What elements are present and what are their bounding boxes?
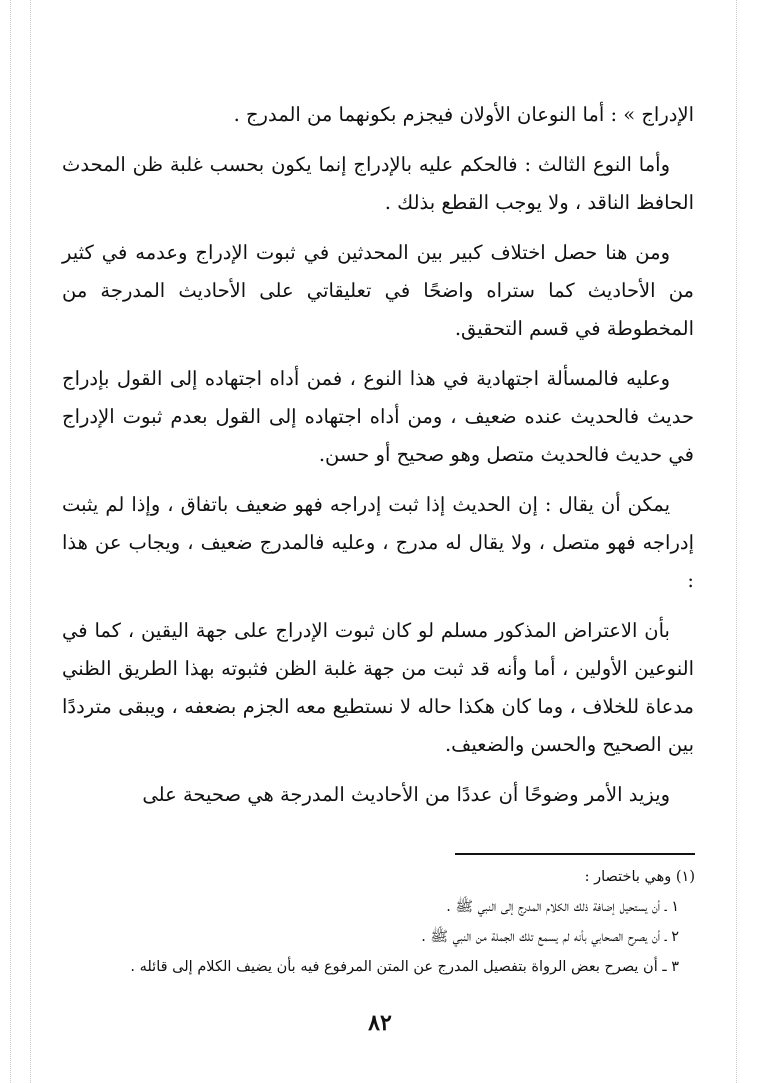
footnote-item: ١ ـ أن يستحيل إضافة ذلك الكلام المدرج إلى النبي ﷺ . xyxy=(446,899,679,915)
scan-margin-line xyxy=(30,0,31,1083)
paragraph: ومن هنا حصل اختلاف كبير بين المحدثين في ثبوت الإدراج وعدمه في كثير من الأحاديث كما ستراه واضحًا في تعليقاتي على الأحاديث المدرجة من المخطوطة في قسم التحقيق. xyxy=(62,241,694,340)
footnote-item: ٢ ـ أن يصرح الصحابي بأنه لم يسمع تلك الجملة من النبي ﷺ . xyxy=(421,929,679,945)
paragraph: بأن الاعتراض المذكور مسلم لو كان ثبوت الإدراج على جهة اليقين ، كما في النوعين الأولين ، أما وأنه قد ثبت من جهة غلبة الظن فثبوته بهذا الطريق الظني مدعاة للخلاف ، وما كان هكذا حاله لا نستطيع معه الجزم بضعفه ، ويبقى مترددًا بين الصحيح والحسن والضعيف. xyxy=(62,619,694,756)
paragraph: ويزيد الأمر وضوحًا أن عددًا من الأحاديث المدرجة هي صحيحة على xyxy=(142,783,670,806)
paragraph: الإدراج » : أما النوعان الأولان فيجزم بكونهما من المدرج . xyxy=(233,103,694,126)
scan-margin-line xyxy=(736,0,737,1083)
paragraph: يمكن أن يقال : إن الحديث إذا ثبت إدراجه فهو ضعيف باتفاق ، وإذا لم يثبت إدراجه فهو متصل ، ولا يقال له مدرج ، وعليه فالمدرج ضعيف ، ويجاب عن هذا : xyxy=(62,493,694,592)
footnote-separator xyxy=(455,853,695,855)
page-number: ٨٢ xyxy=(368,1010,392,1036)
footnote-item: ٣ ـ أن يصرح بعض الرواة بتفصيل المدرج عن المتن المرفوع فيه بأن يضيف الكلام إلى قائله . xyxy=(130,959,679,975)
paragraph: وعليه فالمسألة اجتهادية في هذا النوع ، فمن أداه اجتهاده إلى القول بإدراج حديث فالحديث عنده ضعيف ، ومن أداه اجتهاده إلى القول بعدم ثبوت الإدراج في حديث فالحديث متصل وهو صحيح أو حسن. xyxy=(62,367,694,466)
footnotes xyxy=(80,862,695,982)
scan-margin-line xyxy=(10,0,11,1083)
paragraph: وأما النوع الثالث : فالحكم عليه بالإدراج إنما يكون بحسب غلبة ظن المحدث الحافظ الناقد ، ولا يوجب القطع بذلك . xyxy=(62,153,694,214)
main-text xyxy=(62,96,694,826)
footnote-title: (١) وهي باختصار : xyxy=(584,869,695,885)
